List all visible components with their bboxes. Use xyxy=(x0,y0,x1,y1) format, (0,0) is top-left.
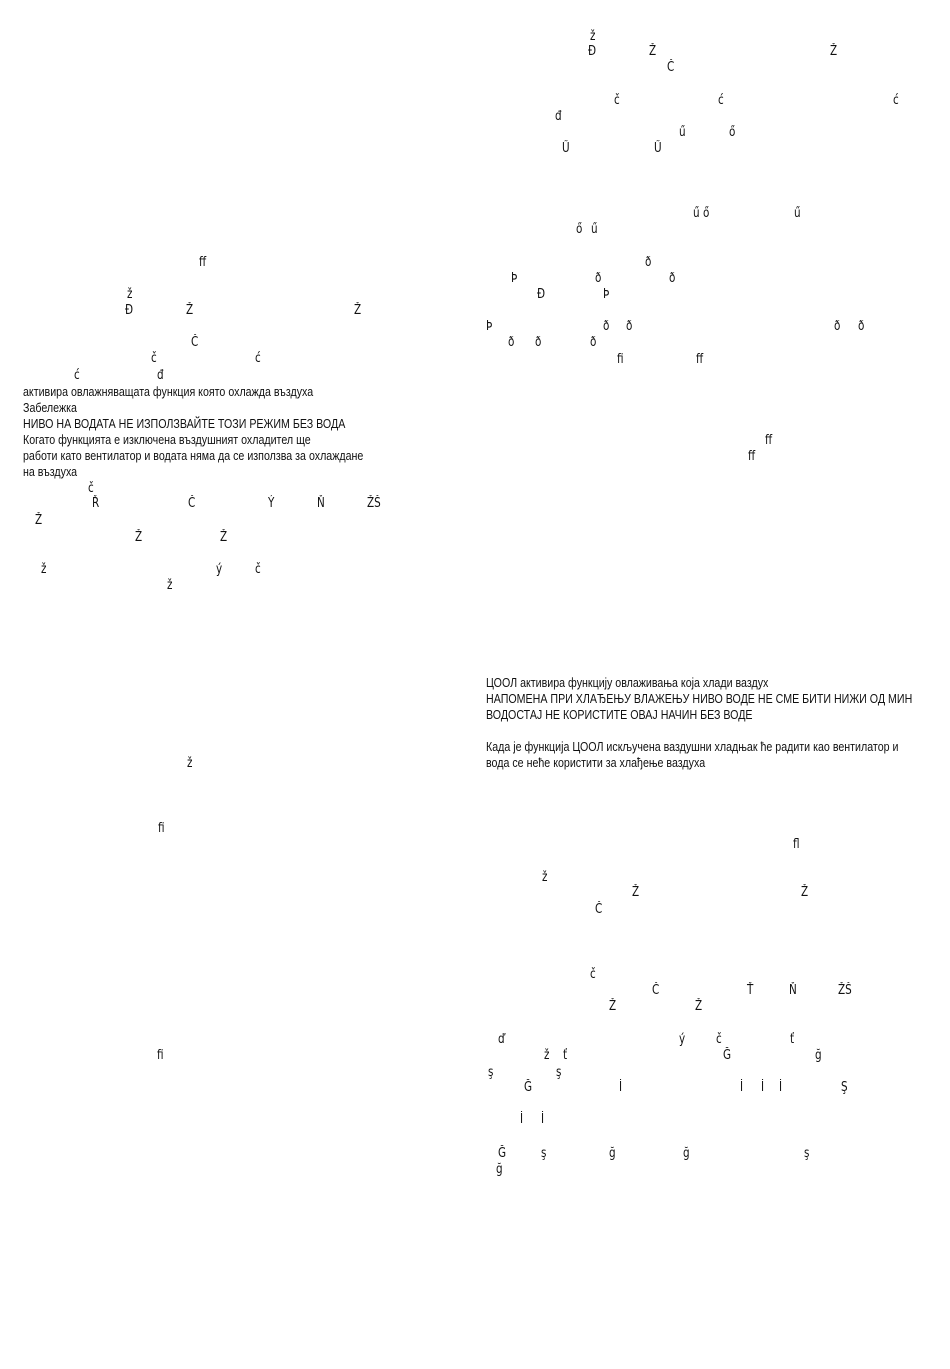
glyph: đ xyxy=(157,368,164,383)
glyph: Þ xyxy=(486,319,493,334)
glyph: ş xyxy=(804,1146,810,1161)
glyph: Ž xyxy=(135,530,143,545)
glyph: ő xyxy=(703,206,710,221)
glyph: ű xyxy=(591,222,598,237)
glyph: ž xyxy=(187,756,193,771)
glyph: Ğ xyxy=(498,1146,507,1161)
glyph: Ž xyxy=(609,999,617,1014)
glyph: Ň xyxy=(789,983,797,998)
glyph: İ xyxy=(619,1080,623,1095)
spacer xyxy=(486,723,912,739)
glyph: Č xyxy=(188,496,196,511)
glyph: Č xyxy=(667,60,675,75)
glyph: ű xyxy=(679,125,686,140)
glyph: č xyxy=(614,93,620,108)
glyph: č xyxy=(716,1032,722,1047)
glyph: ð xyxy=(595,271,602,286)
glyph: ő xyxy=(729,125,736,140)
glyph: ý xyxy=(679,1032,686,1047)
glyph: Þ xyxy=(603,287,610,302)
glyph: Ž xyxy=(354,303,362,318)
note-warning-line: НАПОМЕНА ПРИ ХЛАЂЕЊУ ВЛАЖЕЊУ НИВО ВОДЕ НЕ СМЕ БИТИ НИЖИ ОД МИН xyxy=(486,691,913,706)
note-label: Забележка xyxy=(23,400,77,415)
glyph: fl xyxy=(793,837,800,852)
glyph: ć xyxy=(893,93,899,108)
glyph: ð xyxy=(626,319,633,334)
glyph: ð xyxy=(645,255,652,270)
serbian-instructions xyxy=(486,675,912,771)
glyph: ž xyxy=(127,287,133,302)
glyph: Ž xyxy=(801,885,809,900)
paragraph-line: Когато функцията е изключена въздушният охладител ще xyxy=(23,432,311,447)
glyph: č xyxy=(255,562,261,577)
glyph: Ð xyxy=(588,44,597,59)
glyph: Č xyxy=(595,902,603,917)
glyph: ð xyxy=(834,319,841,334)
glyph: fi xyxy=(157,1048,164,1063)
glyph: ş xyxy=(541,1146,547,1161)
glyph: ð xyxy=(669,271,676,286)
glyph: č xyxy=(151,351,157,366)
glyph: č xyxy=(88,481,94,496)
note-warning-line: ВОДОСТАЈ НЕ КОРИСТИТЕ ОВАЈ НАЧИН БЕЗ ВОДЕ xyxy=(486,707,753,722)
glyph: ž xyxy=(590,29,596,44)
glyph: ć xyxy=(255,351,261,366)
glyph: ž xyxy=(542,870,548,885)
glyph: Ť xyxy=(747,983,754,998)
glyph: Ž xyxy=(35,513,43,528)
glyph: Ň xyxy=(317,496,325,511)
glyph: ff xyxy=(696,352,704,367)
glyph: ff xyxy=(199,255,207,270)
cool-function-line: ЦООЛ активира функцију овлаживања која хлади ваздух xyxy=(486,675,769,690)
glyph: Ý xyxy=(268,496,275,511)
glyph: ğ xyxy=(815,1048,822,1063)
glyph: č xyxy=(590,967,596,982)
glyph: ž xyxy=(544,1048,550,1063)
glyph: fi xyxy=(617,352,624,367)
paragraph-line: вода се неће користити за хлађење ваздуха xyxy=(486,755,706,770)
water-level-warning: НИВО НА ВОДАТА НЕ ИЗПОЛЗВАЙТЕ ТОЗИ РЕЖИМ БЕЗ ВОДА xyxy=(23,416,346,431)
glyph: İ xyxy=(779,1080,783,1095)
glyph: ş xyxy=(488,1065,494,1080)
glyph: ð xyxy=(508,335,515,350)
glyph: ð xyxy=(603,319,610,334)
glyph: Ž xyxy=(186,303,194,318)
glyph: İ xyxy=(541,1112,545,1127)
glyph: ž xyxy=(41,562,47,577)
glyph: ć xyxy=(718,93,724,108)
glyph: ű xyxy=(794,206,801,221)
glyph: ű xyxy=(693,206,700,221)
glyph: ð xyxy=(535,335,542,350)
glyph: ğ xyxy=(609,1146,616,1161)
glyph: ő xyxy=(576,222,583,237)
glyph: Ř xyxy=(92,496,100,511)
glyph: ď xyxy=(498,1032,505,1047)
glyph: Č xyxy=(191,335,199,350)
glyph: Ű xyxy=(562,141,570,156)
glyph: Ğ xyxy=(524,1080,533,1095)
glyph: Ű xyxy=(654,141,662,156)
glyph: ğ xyxy=(683,1146,690,1161)
glyph: ş xyxy=(556,1065,562,1080)
glyph: İ xyxy=(740,1080,744,1095)
glyph: ð xyxy=(858,319,865,334)
glyph: ff xyxy=(748,449,756,464)
paragraph-line: работи като вентилатор и водата няма да се използва за охлаждане xyxy=(23,448,364,463)
glyph: ť xyxy=(790,1032,795,1047)
glyph: Ž xyxy=(649,44,657,59)
glyph: Ž xyxy=(830,44,838,59)
glyph: ğ xyxy=(496,1162,503,1177)
glyph: ŽŠ xyxy=(838,983,852,998)
glyph: Ş xyxy=(841,1080,848,1095)
glyph: İ xyxy=(520,1112,524,1127)
glyph: Ð xyxy=(125,303,134,318)
glyph: Ž xyxy=(695,999,703,1014)
paragraph-line: на въздуха xyxy=(23,464,78,479)
glyph: ž xyxy=(167,578,173,593)
glyph: ć xyxy=(74,368,80,383)
cool-function-line: активира овлажняващата функция която охлажда въздуха xyxy=(23,384,314,399)
glyph: ff xyxy=(765,433,773,448)
glyph: Ğ xyxy=(723,1048,732,1063)
glyph: Ž xyxy=(220,530,228,545)
paragraph-line: Када је функција ЦООЛ искључена ваздушни хладњак ће радити као вентилатор и xyxy=(486,739,899,754)
glyph: ŽŠ xyxy=(367,496,381,511)
glyph: Þ xyxy=(511,271,518,286)
glyph: fi xyxy=(158,821,165,836)
glyph: Č xyxy=(652,983,660,998)
glyph: ð xyxy=(590,335,597,350)
glyph: Ž xyxy=(632,885,640,900)
glyph: Ð xyxy=(537,287,546,302)
glyph: ý xyxy=(216,562,223,577)
glyph: İ xyxy=(761,1080,765,1095)
glyph: ť xyxy=(563,1048,568,1063)
glyph: đ xyxy=(555,109,562,124)
